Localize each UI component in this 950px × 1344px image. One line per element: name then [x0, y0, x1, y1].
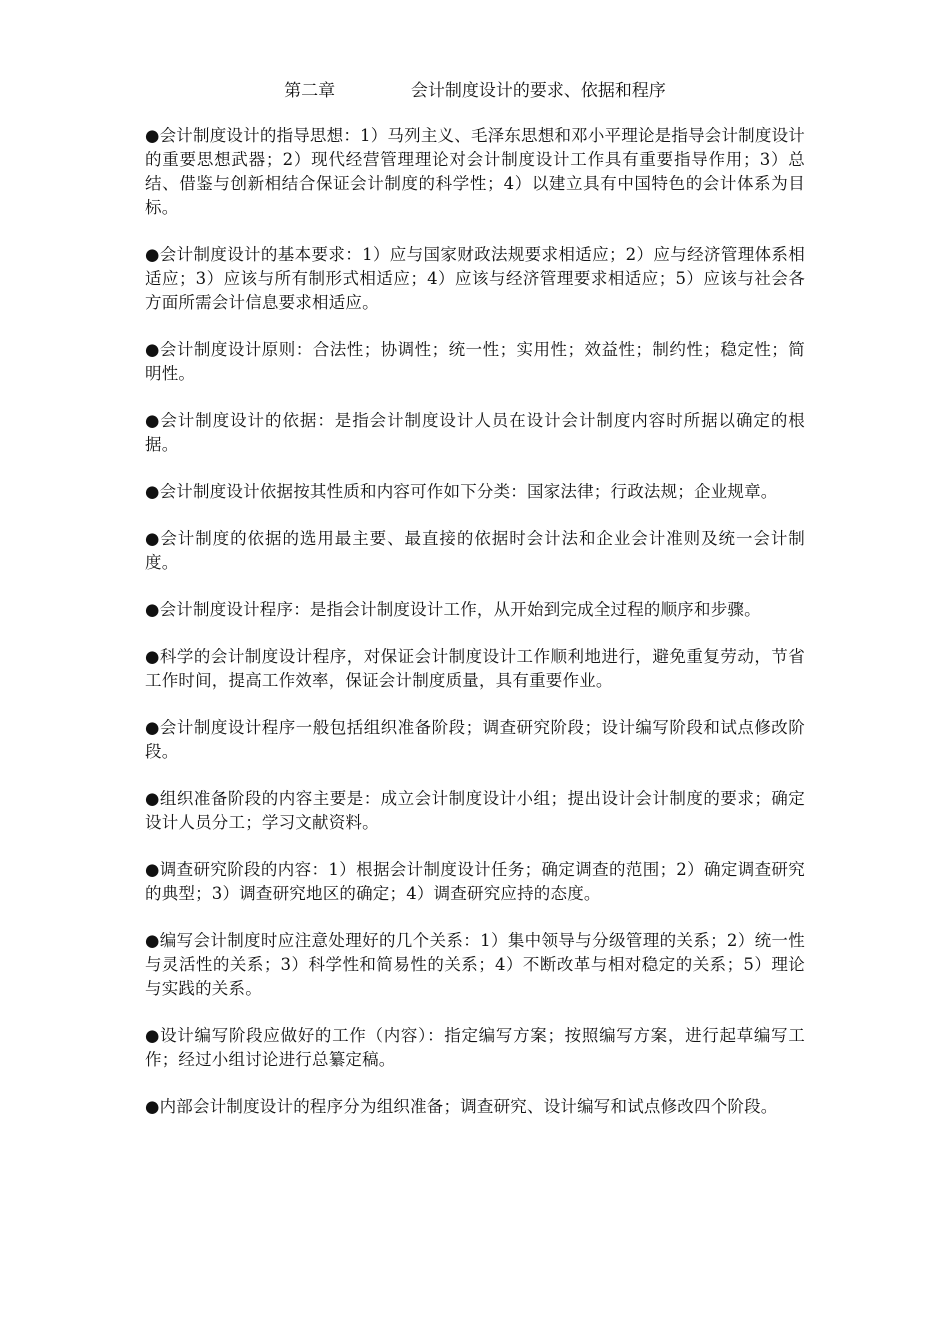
paragraph-design-principles: ●会计制度设计原则：合法性；协调性；统一性；实用性；效益性；制约性；稳定性；简明性。	[145, 340, 805, 383]
paragraph-basis-classification: ●会计制度设计依据按其性质和内容可作如下分类：国家法律；行政法规；企业规章。	[145, 482, 778, 501]
paragraph-guiding-ideology: ●会计制度设计的指导思想：1）马列主义、毛泽东思想和邓小平理论是指导会计制度设计的重要思想武器；2）现代经营管理理论对会计制度设计工作具有重要指导作用；3）总结、借鉴与创新相结合保证会计制度的科学性；4）以建立具有中国特色的会计体系为目标。	[145, 126, 805, 217]
paragraph-scientific-procedure: ●科学的会计制度设计程序，对保证会计制度设计工作顺利地进行，避免重复劳动，节省工作时间，提高工作效率，保证会计制度质量，具有重要作业。	[145, 647, 805, 690]
paragraph-research-stage: ●调查研究阶段的内容：1）根据会计制度设计任务；确定调查的范围；2）确定调查研究的典型；3）调查研究地区的确定；4）调查研究应持的态度。	[145, 860, 805, 903]
paragraph-preparation-stage: ●组织准备阶段的内容主要是：成立会计制度设计小组；提出设计会计制度的要求；确定设计人员分工；学习文献资料。	[145, 789, 805, 832]
document-body	[145, 124, 805, 1142]
paragraph-basis-selection: ●会计制度的依据的选用最主要、最直接的依据时会计法和企业会计准则及统一会计制度。	[145, 529, 805, 572]
paragraph-procedure-stages: ●会计制度设计程序一般包括组织准备阶段；调查研究阶段；设计编写阶段和试点修改阶段。	[145, 718, 805, 761]
chapter-title: 第二章 会计制度设计的要求、依据和程序	[284, 81, 666, 101]
paragraph-basic-requirements: ●会计制度设计的基本要求：1）应与国家财政法规要求相适应；2）应与经济管理体系相适应；3）应该与所有制形式相适应；4）应该与经济管理要求相适应；5）应该与社会各方面所需会计信息要求相适应。	[145, 245, 805, 312]
paragraph-design-basis: ●会计制度设计的依据：是指会计制度设计人员在设计会计制度内容时所据以确定的根据。	[145, 411, 805, 454]
paragraph-writing-relations: ●编写会计制度时应注意处理好的几个关系：1）集中领导与分级管理的关系；2）统一性与灵活性的关系；3）科学性和简易性的关系；4）不断改革与相对稳定的关系；5）理论与实践的关系。	[145, 931, 805, 998]
paragraph-writing-stage-work: ●设计编写阶段应做好的工作（内容）：指定编写方案；按照编写方案，进行起草编写工作；经过小组讨论进行总纂定稿。	[145, 1026, 805, 1069]
paragraph-internal-procedure: ●内部会计制度设计的程序分为组织准备；调查研究、设计编写和试点修改四个阶段。	[145, 1097, 778, 1116]
paragraph-design-procedure: ●会计制度设计程序：是指会计制度设计工作，从开始到完成全过程的顺序和步骤。	[145, 600, 761, 619]
